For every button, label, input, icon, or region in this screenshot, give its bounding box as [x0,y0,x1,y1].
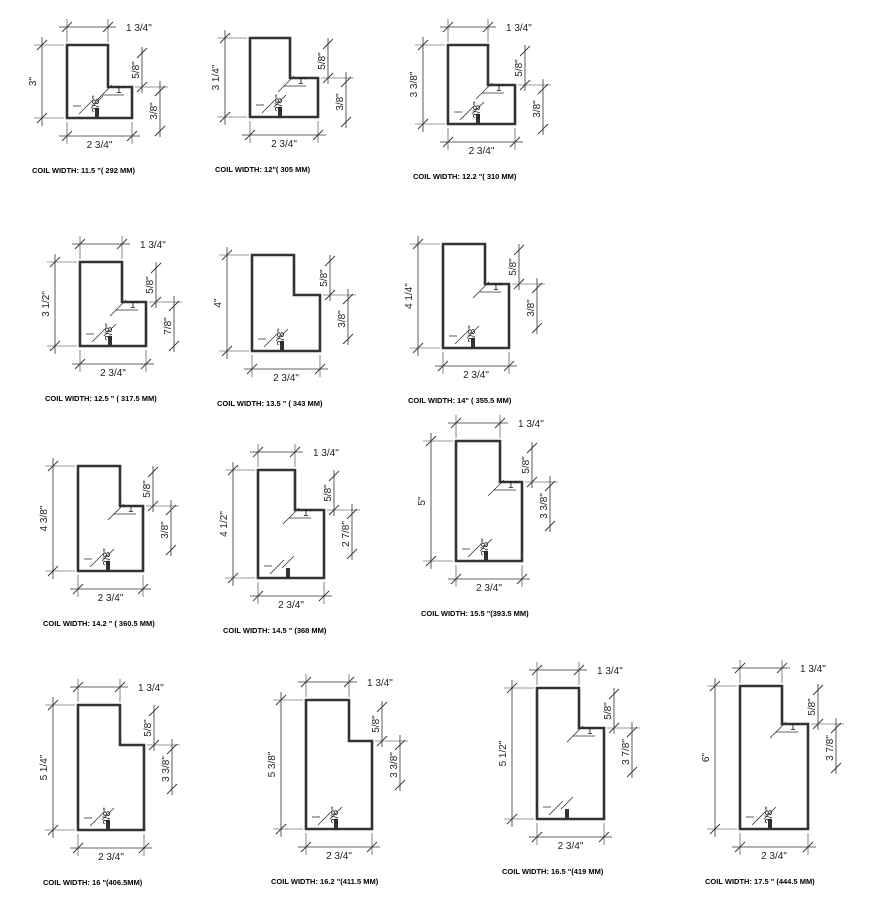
lip-leader [283,508,299,524]
side-leg-label: 2 7/8" [341,521,352,547]
hem-leader [282,556,294,568]
lip-leader [567,726,583,742]
top-width-label: 1 3/4" [518,419,544,430]
side-leg-label: 3 3/8" [161,756,172,782]
base-label: 2 3/4" [98,852,124,863]
profile-drawing [28,19,168,175]
profile-drawing [211,30,354,174]
lip-leader [770,722,786,738]
return-leg-label: 3/8" [480,538,491,556]
base-label: 2 3/4" [476,583,502,594]
coil-width-caption: COIL WIDTH: 12.2 "( 310 MM) [413,172,517,181]
return-leg-label: 3/8" [274,94,285,112]
height-label: 3 1/4" [211,64,222,91]
side-leg-label: 3/8" [526,299,537,317]
lip-label: 1" [496,83,506,94]
height-label: 6" [701,752,712,763]
lip-leader [476,83,492,99]
coil-width-caption: COIL WIDTH: 14.2 " ( 360.5 MM) [43,619,155,628]
notch-label: 5/8" [131,61,142,79]
profile-drawing [701,660,844,886]
lip-label: 1" [493,282,503,293]
coil-width-caption: COIL WIDTH: 13.5 " ( 343 MM) [217,399,323,408]
lip-label: 1" [130,300,140,311]
notch-label: 5/8" [521,456,532,474]
hem-leader [270,560,284,574]
return-leg-label: 3/8" [330,806,341,824]
coil-width-caption: COIL WIDTH: 14" ( 355.5 MM) [408,396,512,405]
height-label: 3 1/2" [41,291,52,317]
height-label: 3" [28,76,39,87]
height-label: 5 1/2" [498,740,509,767]
return-leg-label: 3/8" [276,328,287,346]
coil-width-caption: COIL WIDTH: 16 "(406.5MM) [43,878,143,887]
top-width-label: 1 3/4" [800,664,826,675]
lip-label: 1" [128,504,138,515]
base-label: 2 3/4" [463,370,489,381]
lip-label: 1" [116,85,126,96]
base-label: 2 3/4" [271,139,297,150]
return-leg-label: 3/8" [472,101,483,119]
hem-leader [549,801,563,815]
notch-label: 5/8" [323,484,334,502]
notch-label: 5/8" [807,698,818,716]
side-leg-label: 7/8" [163,317,174,335]
return-leg-label: 3/8" [104,323,115,341]
height-label: 3 3/8" [409,71,420,98]
profile-drawing [409,19,551,181]
base-label: 2 3/4" [761,851,787,862]
notch-label: 5/8" [143,719,154,737]
coil-width-caption: COIL WIDTH: 17.5 " (444.5 MM) [705,877,815,886]
top-width-label: 1 3/4" [313,448,339,459]
lip-label: 1" [508,480,518,491]
top-width-label: 1 3/4" [140,240,166,251]
top-width-label: 1 3/4" [506,23,532,34]
side-leg-label: 3 7/8" [621,739,632,765]
side-leg-label: 3 7/8" [825,735,836,761]
height-label: 5 3/8" [267,751,278,778]
profile-outline [258,470,324,578]
lip-leader [488,480,504,496]
return-leg-label: 3/8" [467,325,478,343]
notch-label: 5/8" [145,276,156,294]
hem-tab [565,809,569,819]
top-width-label: 1 3/4" [367,678,393,689]
lip-label: 1" [587,726,597,737]
lip-leader [473,282,489,298]
profile-drawing [219,444,360,635]
base-label: 2 3/4" [468,146,495,157]
base-label: 2 3/4" [557,841,584,852]
profile-drawing [213,247,356,408]
height-label: 5" [417,496,428,506]
hem-tab [286,568,290,578]
height-label: 4 1/4" [404,283,415,309]
coil-width-caption: COIL WIDTH: 11.5 "( 292 MM) [32,166,136,175]
profile-drawing [498,662,640,876]
lip-label: 1" [790,722,800,733]
base-label: 2 3/4" [273,373,299,384]
profile-drawing [267,674,408,886]
lip-leader [278,76,294,92]
base-label: 2 3/4" [278,600,304,611]
base-label: 2 3/4" [86,140,113,151]
top-width-label: 1 3/4" [138,683,164,694]
hem-leader [561,797,573,809]
notch-label: 5/8" [319,269,330,287]
side-leg-label: 3 3/8" [389,752,400,778]
profile-drawing [39,679,180,887]
height-label: 4" [213,298,224,308]
notch-label: 5/8" [142,480,153,498]
height-label: 4 3/8" [39,505,50,532]
side-leg-label: 3 3/8" [539,493,550,519]
coil-width-caption: COIL WIDTH: 12.5 " ( 317.5 MM) [45,394,157,403]
base-label: 2 3/4" [100,368,126,379]
base-label: 2 3/4" [97,593,124,604]
height-label: 5 1/4" [39,754,50,781]
coil-width-caption: COIL WIDTH: 16.5 "(419 MM) [502,867,604,876]
lip-label: 1" [303,508,313,519]
return-leg-label: 3/8" [91,95,102,113]
side-leg-label: 3/8" [160,521,171,539]
side-leg-label: 3/8" [335,93,346,111]
return-leg-label: 3/8" [764,806,775,824]
notch-label: 5/8" [508,258,519,276]
height-label: 4 1/2" [219,511,230,537]
notch-label: 5/8" [514,59,525,77]
profile-drawing [41,236,182,403]
notch-label: 5/8" [603,702,614,720]
side-leg-label: 3/8" [337,310,348,328]
profile-drawing [404,236,545,405]
coil-width-caption: COIL WIDTH: 15.5 "(393.5 MM) [421,609,529,618]
base-label: 2 3/4" [326,851,352,862]
profile-drawing [417,415,558,618]
profile-drawing [39,458,179,628]
top-width-label: 1 3/4" [126,23,152,34]
side-leg-label: 3/8" [149,102,160,120]
lip-leader [108,504,124,520]
coil-width-caption: COIL WIDTH: 14.5 " (368 MM) [223,626,327,635]
side-leg-label: 3/8" [532,100,543,118]
coil-width-caption: COIL WIDTH: 12"( 305 MM) [215,165,311,174]
lip-label: 1" [298,76,308,87]
return-leg-label: 3/8" [102,548,113,566]
top-width-label: 1 3/4" [597,666,623,677]
notch-label: 5/8" [371,715,382,733]
notch-label: 5/8" [317,52,328,70]
lip-leader [110,300,126,316]
return-leg-label: 3/8" [102,807,113,825]
coil-width-caption: COIL WIDTH: 16.2 "(411.5 MM) [271,877,379,886]
